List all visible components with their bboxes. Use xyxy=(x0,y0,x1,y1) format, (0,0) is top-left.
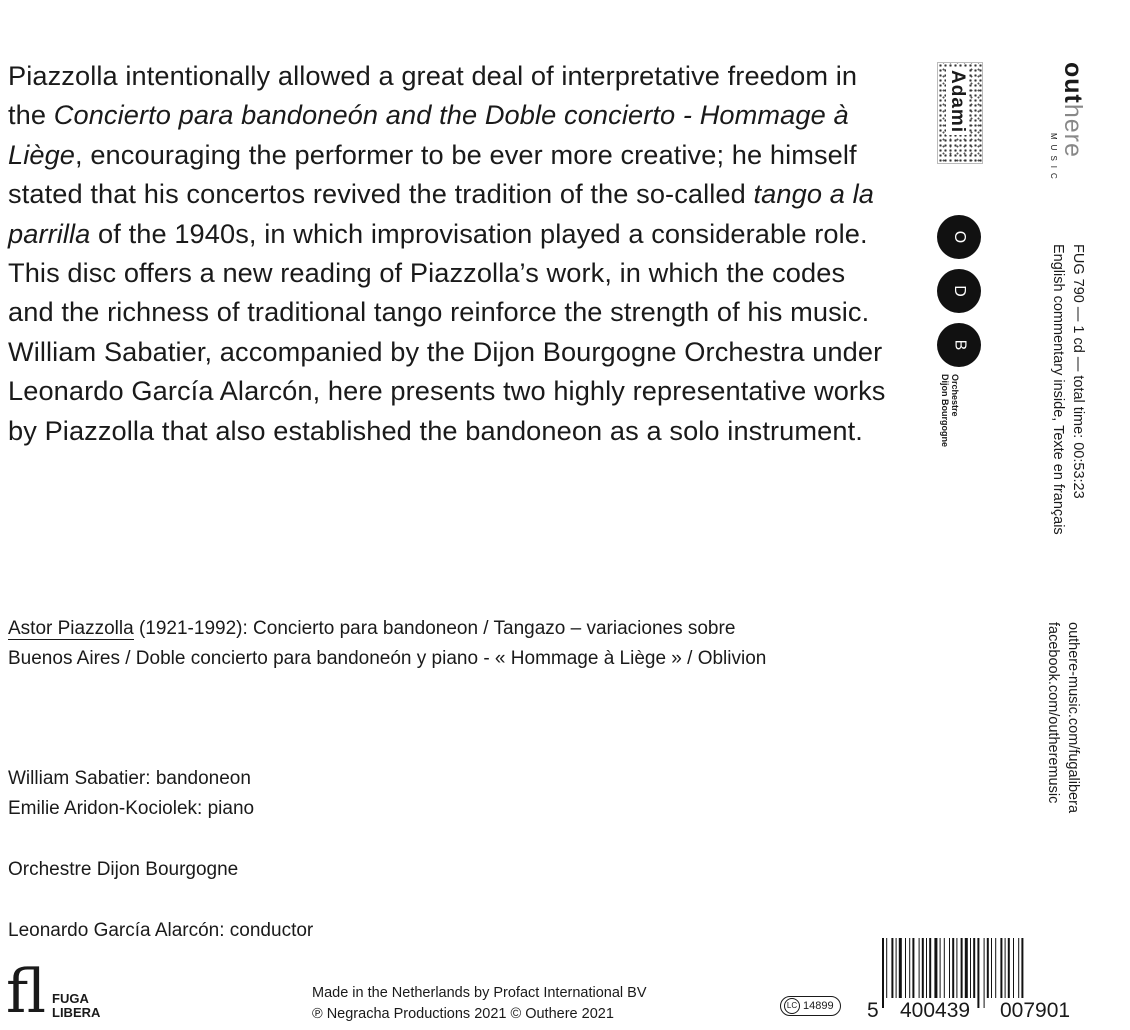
music-subtitle: MUSIC xyxy=(1049,133,1058,184)
barcode-bar xyxy=(961,938,963,998)
intro-italic-2: tango a la parrilla xyxy=(8,178,874,249)
label-code-badge xyxy=(780,996,841,1016)
barcode-bar xyxy=(929,938,931,998)
barcode-bar xyxy=(1018,938,1019,998)
odb-letter: O xyxy=(950,230,968,244)
barcode-bar xyxy=(984,938,985,1008)
language-line: English commentary inside, Texte en français xyxy=(1050,244,1066,535)
odb-label xyxy=(940,374,960,447)
barcode-bar xyxy=(886,938,887,998)
barcode-bar xyxy=(1008,938,1010,998)
composer-name: Astor Piazzolla xyxy=(8,618,134,639)
barcode-bar xyxy=(891,938,893,998)
barcode-bar xyxy=(944,938,945,998)
barcode-bar xyxy=(1000,938,1002,998)
barcode-bar xyxy=(896,938,897,998)
barcode-bar xyxy=(922,938,924,998)
odb-label-line: Orchestre xyxy=(950,374,960,417)
outhere-logo xyxy=(1060,62,1086,158)
logo-out: out xyxy=(1059,62,1087,104)
barcode-bar xyxy=(965,938,968,998)
odb-letter: D xyxy=(951,285,968,297)
barcode-bar xyxy=(899,938,902,998)
website-link: outhere-music.com/fugalibera xyxy=(1065,622,1081,814)
barcode-bar xyxy=(977,938,979,1008)
barcode-bar xyxy=(912,938,914,998)
barcode-bar xyxy=(1021,938,1023,998)
intro-italic-1: Concierto para bandoneón and the Doble concierto - Hommage à Liège xyxy=(8,99,849,170)
work-titles: (1921-1992): Concierto para bandoneon / Tangazo – variaciones sobre Buenos Aires / Doble concierto para bandoneón y piano - « Hommage à Liège » / Oblivion xyxy=(8,618,767,669)
odb-circle-o xyxy=(937,215,981,259)
odb-letter: B xyxy=(950,339,968,351)
performers xyxy=(8,764,254,824)
catalog-line: FUG 790 — 1 cd — total time: 00:53:23 xyxy=(1070,244,1086,499)
web-links xyxy=(1043,622,1083,813)
performer-line: Emilie Aridon-Kociolek: piano xyxy=(8,798,255,819)
barcode-bar xyxy=(926,938,927,998)
barcode-bar xyxy=(909,938,910,998)
logo-here: here xyxy=(1059,103,1087,158)
barcode-bar xyxy=(991,938,992,998)
performer-line: William Sabatier: bandoneon xyxy=(8,768,251,789)
barcode-bar xyxy=(1005,938,1006,998)
barcode-bar xyxy=(995,938,996,998)
made-in-line: Made in the Netherlands by Profact International BV xyxy=(312,985,647,1001)
made-in-block xyxy=(312,983,647,1025)
adami-logo-text: Adami xyxy=(947,70,968,134)
conductor: Leonardo García Alarcón: conductor xyxy=(8,920,314,941)
fuga-libera-text xyxy=(52,992,100,1020)
label-code: 14899 xyxy=(803,1000,834,1012)
barcode-bar xyxy=(949,938,950,998)
fuga-libera-icon: fl xyxy=(6,957,47,1027)
barcode-digits-right: 007901 xyxy=(1000,999,1071,1022)
barcode-bar xyxy=(952,938,954,998)
copyright-line: ℗ Negracha Productions 2021 © Outhere 2021 xyxy=(312,1006,614,1022)
barcode-bar xyxy=(956,938,957,998)
fuga-line: FUGA xyxy=(52,991,89,1006)
barcode-bar xyxy=(882,938,884,1008)
intro-paragraph xyxy=(8,56,888,450)
barcode-bar xyxy=(970,938,971,998)
odb-circle-d xyxy=(937,269,981,313)
fuga-line: LIBERA xyxy=(52,1005,101,1020)
intro-text-3: of the 1940s, in which improvisation played a considerable role. This disc offers a new reading of Piazzolla’s work, in which the codes and the richness of traditional tango reinforce the strength of his music. William Sabatier, accompanied by the Dijon Bourgogne Orchestra under Leonardo García Alarcón, here presents two highly representative works by Piazzolla that also established the bandoneon as a solo instrument. xyxy=(8,217,886,446)
barcode-digits-left: 400439 xyxy=(900,999,971,1022)
work-list xyxy=(8,614,768,674)
barcode-icon xyxy=(880,938,1085,1008)
lc-icon: LC xyxy=(784,998,800,1014)
facebook-link: facebook.com/outheremusic xyxy=(1045,622,1061,804)
barcode-bar xyxy=(940,938,941,998)
barcode-bar xyxy=(973,938,975,998)
orchestra: Orchestre Dijon Bourgogne xyxy=(8,859,239,880)
intro-text-2: , encouraging the performer to be ever more creative; he himself stated that his concertos revived the tradition of the so-called xyxy=(8,138,857,210)
barcode-bar xyxy=(905,938,906,998)
barcode-bar xyxy=(1013,938,1014,998)
barcode-bar xyxy=(987,938,989,998)
barcode-bar xyxy=(934,938,937,998)
intro-text-1: Piazzolla intentionally allowed a great deal of interpretative freedom in the xyxy=(8,60,858,131)
odb-circle-b xyxy=(937,323,981,367)
odb-label-line: Dijon Bourgogne xyxy=(940,374,950,447)
barcode-digit-first: 5 xyxy=(867,999,879,1022)
catalog-info xyxy=(1048,244,1088,535)
barcode-bar xyxy=(919,938,920,998)
